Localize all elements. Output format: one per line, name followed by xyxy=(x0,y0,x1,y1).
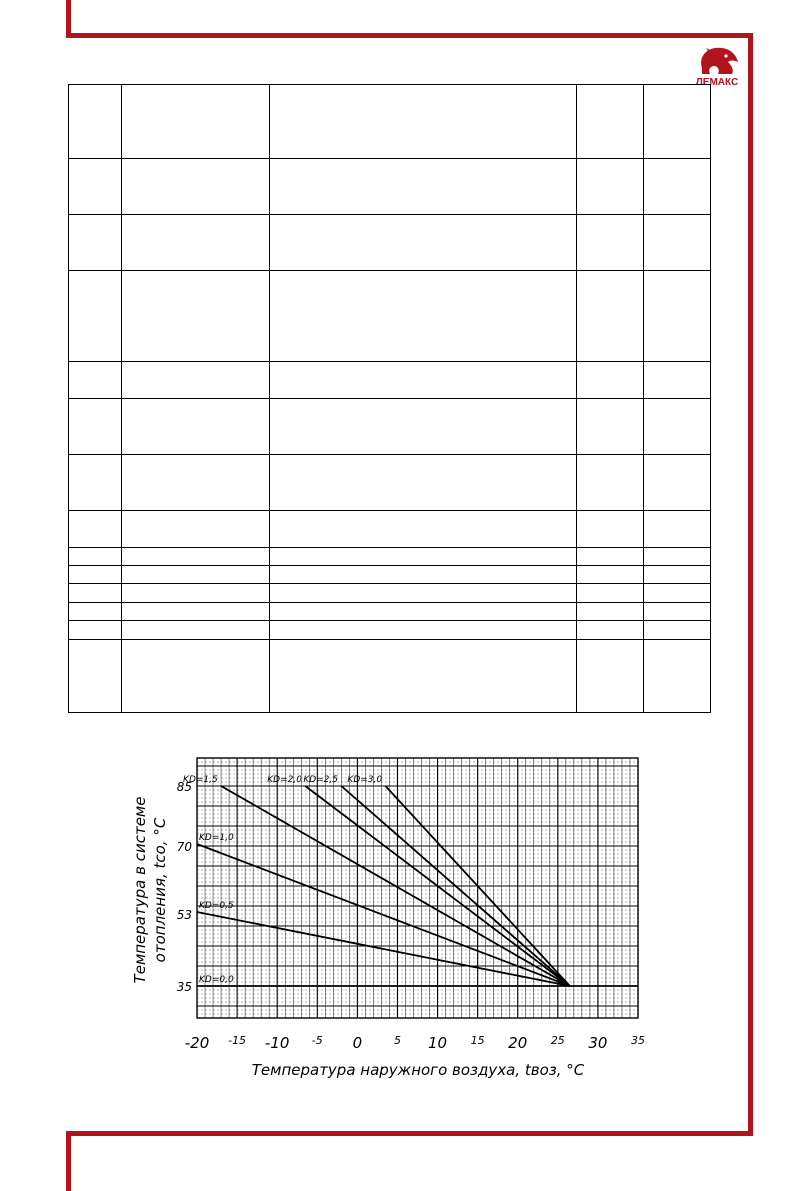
table-cell xyxy=(122,510,270,547)
table-cell xyxy=(644,214,711,270)
table-cell xyxy=(270,603,577,621)
table-cell xyxy=(644,362,711,399)
table-row xyxy=(69,362,711,399)
table-cell xyxy=(577,566,644,584)
table-cell xyxy=(69,548,122,566)
table-cell xyxy=(122,270,270,361)
table-cell xyxy=(270,548,577,566)
x-tick-label: 5 xyxy=(393,1034,401,1047)
table-row xyxy=(69,159,711,214)
table-cell xyxy=(122,566,270,584)
table-cell xyxy=(122,399,270,454)
table-cell xyxy=(270,566,577,584)
x-tick-label: -15 xyxy=(228,1034,247,1047)
table-cell xyxy=(270,584,577,603)
table-cell xyxy=(644,270,711,361)
table-cell xyxy=(644,159,711,214)
table-cell xyxy=(69,584,122,603)
table-cell xyxy=(644,85,711,159)
series-label: KD=0,0 xyxy=(199,975,234,985)
table-cell xyxy=(270,621,577,639)
table-cell xyxy=(644,510,711,547)
table-cell xyxy=(122,85,270,159)
x-tick-label: 35 xyxy=(631,1034,645,1047)
table-cell xyxy=(577,362,644,399)
plot-frame xyxy=(197,758,638,1018)
table-cell xyxy=(577,639,644,712)
y-tick-label: 35 xyxy=(176,980,192,994)
table-row xyxy=(69,270,711,361)
table-row xyxy=(69,399,711,454)
frame-right-vertical xyxy=(748,33,753,1136)
series-label: KD=1,5 xyxy=(183,775,218,785)
x-tick-label: 10 xyxy=(427,1034,448,1052)
x-tick-label: 20 xyxy=(508,1034,528,1052)
table-cell xyxy=(644,584,711,603)
x-tick-label: -5 xyxy=(311,1034,323,1047)
table-cell xyxy=(69,639,122,712)
table-cell xyxy=(270,399,577,454)
table-cell xyxy=(69,399,122,454)
y-tick-labels xyxy=(177,780,193,994)
table-cell xyxy=(577,454,644,510)
y-tick-label: 70 xyxy=(176,840,192,854)
table-cell xyxy=(122,603,270,621)
table-row xyxy=(69,214,711,270)
brand-logo xyxy=(688,42,746,88)
table-row xyxy=(69,603,711,621)
series-label: KD=3,0 xyxy=(347,775,383,785)
table-cell xyxy=(69,214,122,270)
x-tick-label: 25 xyxy=(550,1034,565,1047)
spec-table xyxy=(68,84,711,713)
table-cell xyxy=(644,454,711,510)
table-cell xyxy=(644,548,711,566)
chart-grid xyxy=(197,758,638,1018)
table-cell xyxy=(577,621,644,639)
table-cell xyxy=(644,639,711,712)
y-tick-label: 53 xyxy=(176,908,192,922)
table-cell xyxy=(122,639,270,712)
table-cell xyxy=(69,362,122,399)
table-cell xyxy=(577,214,644,270)
table-cell xyxy=(577,603,644,621)
table-cell xyxy=(69,621,122,639)
table-cell xyxy=(270,454,577,510)
table-cell xyxy=(69,270,122,361)
table-cell xyxy=(577,270,644,361)
table-cell xyxy=(644,399,711,454)
table-cell xyxy=(122,362,270,399)
table-cell xyxy=(122,159,270,214)
heating-curve-chart xyxy=(120,750,660,1090)
table-cell xyxy=(270,214,577,270)
horse-head-icon xyxy=(701,48,738,74)
table-cell xyxy=(122,454,270,510)
table-row xyxy=(69,639,711,712)
table-cell xyxy=(577,399,644,454)
series-label: KD=2,5 xyxy=(303,775,339,785)
table-cell xyxy=(270,270,577,361)
table-cell xyxy=(577,510,644,547)
table-cell xyxy=(270,510,577,547)
table-row xyxy=(69,510,711,547)
table-cell xyxy=(122,548,270,566)
table-cell xyxy=(69,510,122,547)
table-cell xyxy=(644,603,711,621)
x-tick-label: -10 xyxy=(264,1034,290,1052)
table-cell xyxy=(577,584,644,603)
frame-bottom-horizontal xyxy=(66,1131,753,1136)
series-label: KD=0,5 xyxy=(199,901,234,911)
x-tick-label: 15 xyxy=(470,1034,485,1047)
series-label: KD=2,0 xyxy=(267,775,302,785)
chart-series xyxy=(183,775,638,986)
table-cell xyxy=(644,621,711,639)
table-cell xyxy=(122,584,270,603)
table-row xyxy=(69,548,711,566)
table-row xyxy=(69,566,711,584)
table-cell xyxy=(69,454,122,510)
x-tick-labels xyxy=(185,1034,645,1052)
x-tick-label: 0 xyxy=(352,1034,363,1052)
x-axis-label: Температура наружного воздуха, tвоз, °C xyxy=(251,1061,585,1079)
brand-logo-text: ЛЕМАКС xyxy=(695,77,739,88)
table-row xyxy=(69,85,711,159)
y-tick-label: 85 xyxy=(176,780,192,794)
table-cell xyxy=(577,85,644,159)
table-cell xyxy=(270,639,577,712)
frame-bottom-left-vertical xyxy=(66,1131,71,1191)
table-cell xyxy=(69,566,122,584)
table-cell xyxy=(69,85,122,159)
y-axis-label-line1: Температура в системе xyxy=(131,796,149,984)
table-cell xyxy=(122,214,270,270)
table-cell xyxy=(577,548,644,566)
table-cell xyxy=(270,85,577,159)
table-cell xyxy=(270,159,577,214)
table-cell xyxy=(270,362,577,399)
table-cell xyxy=(69,603,122,621)
table-row xyxy=(69,584,711,603)
table-row xyxy=(69,454,711,510)
series-label: KD=1,0 xyxy=(199,833,234,843)
table-row xyxy=(69,621,711,639)
table-cell xyxy=(122,621,270,639)
x-tick-label: -20 xyxy=(184,1034,210,1052)
y-axis-label-line2: отопления, tсо, °C xyxy=(151,817,169,963)
table-cell xyxy=(69,159,122,214)
table-cell xyxy=(577,159,644,214)
x-tick-label: 30 xyxy=(588,1034,608,1052)
frame-top-horizontal xyxy=(66,33,753,38)
table-cell xyxy=(644,566,711,584)
